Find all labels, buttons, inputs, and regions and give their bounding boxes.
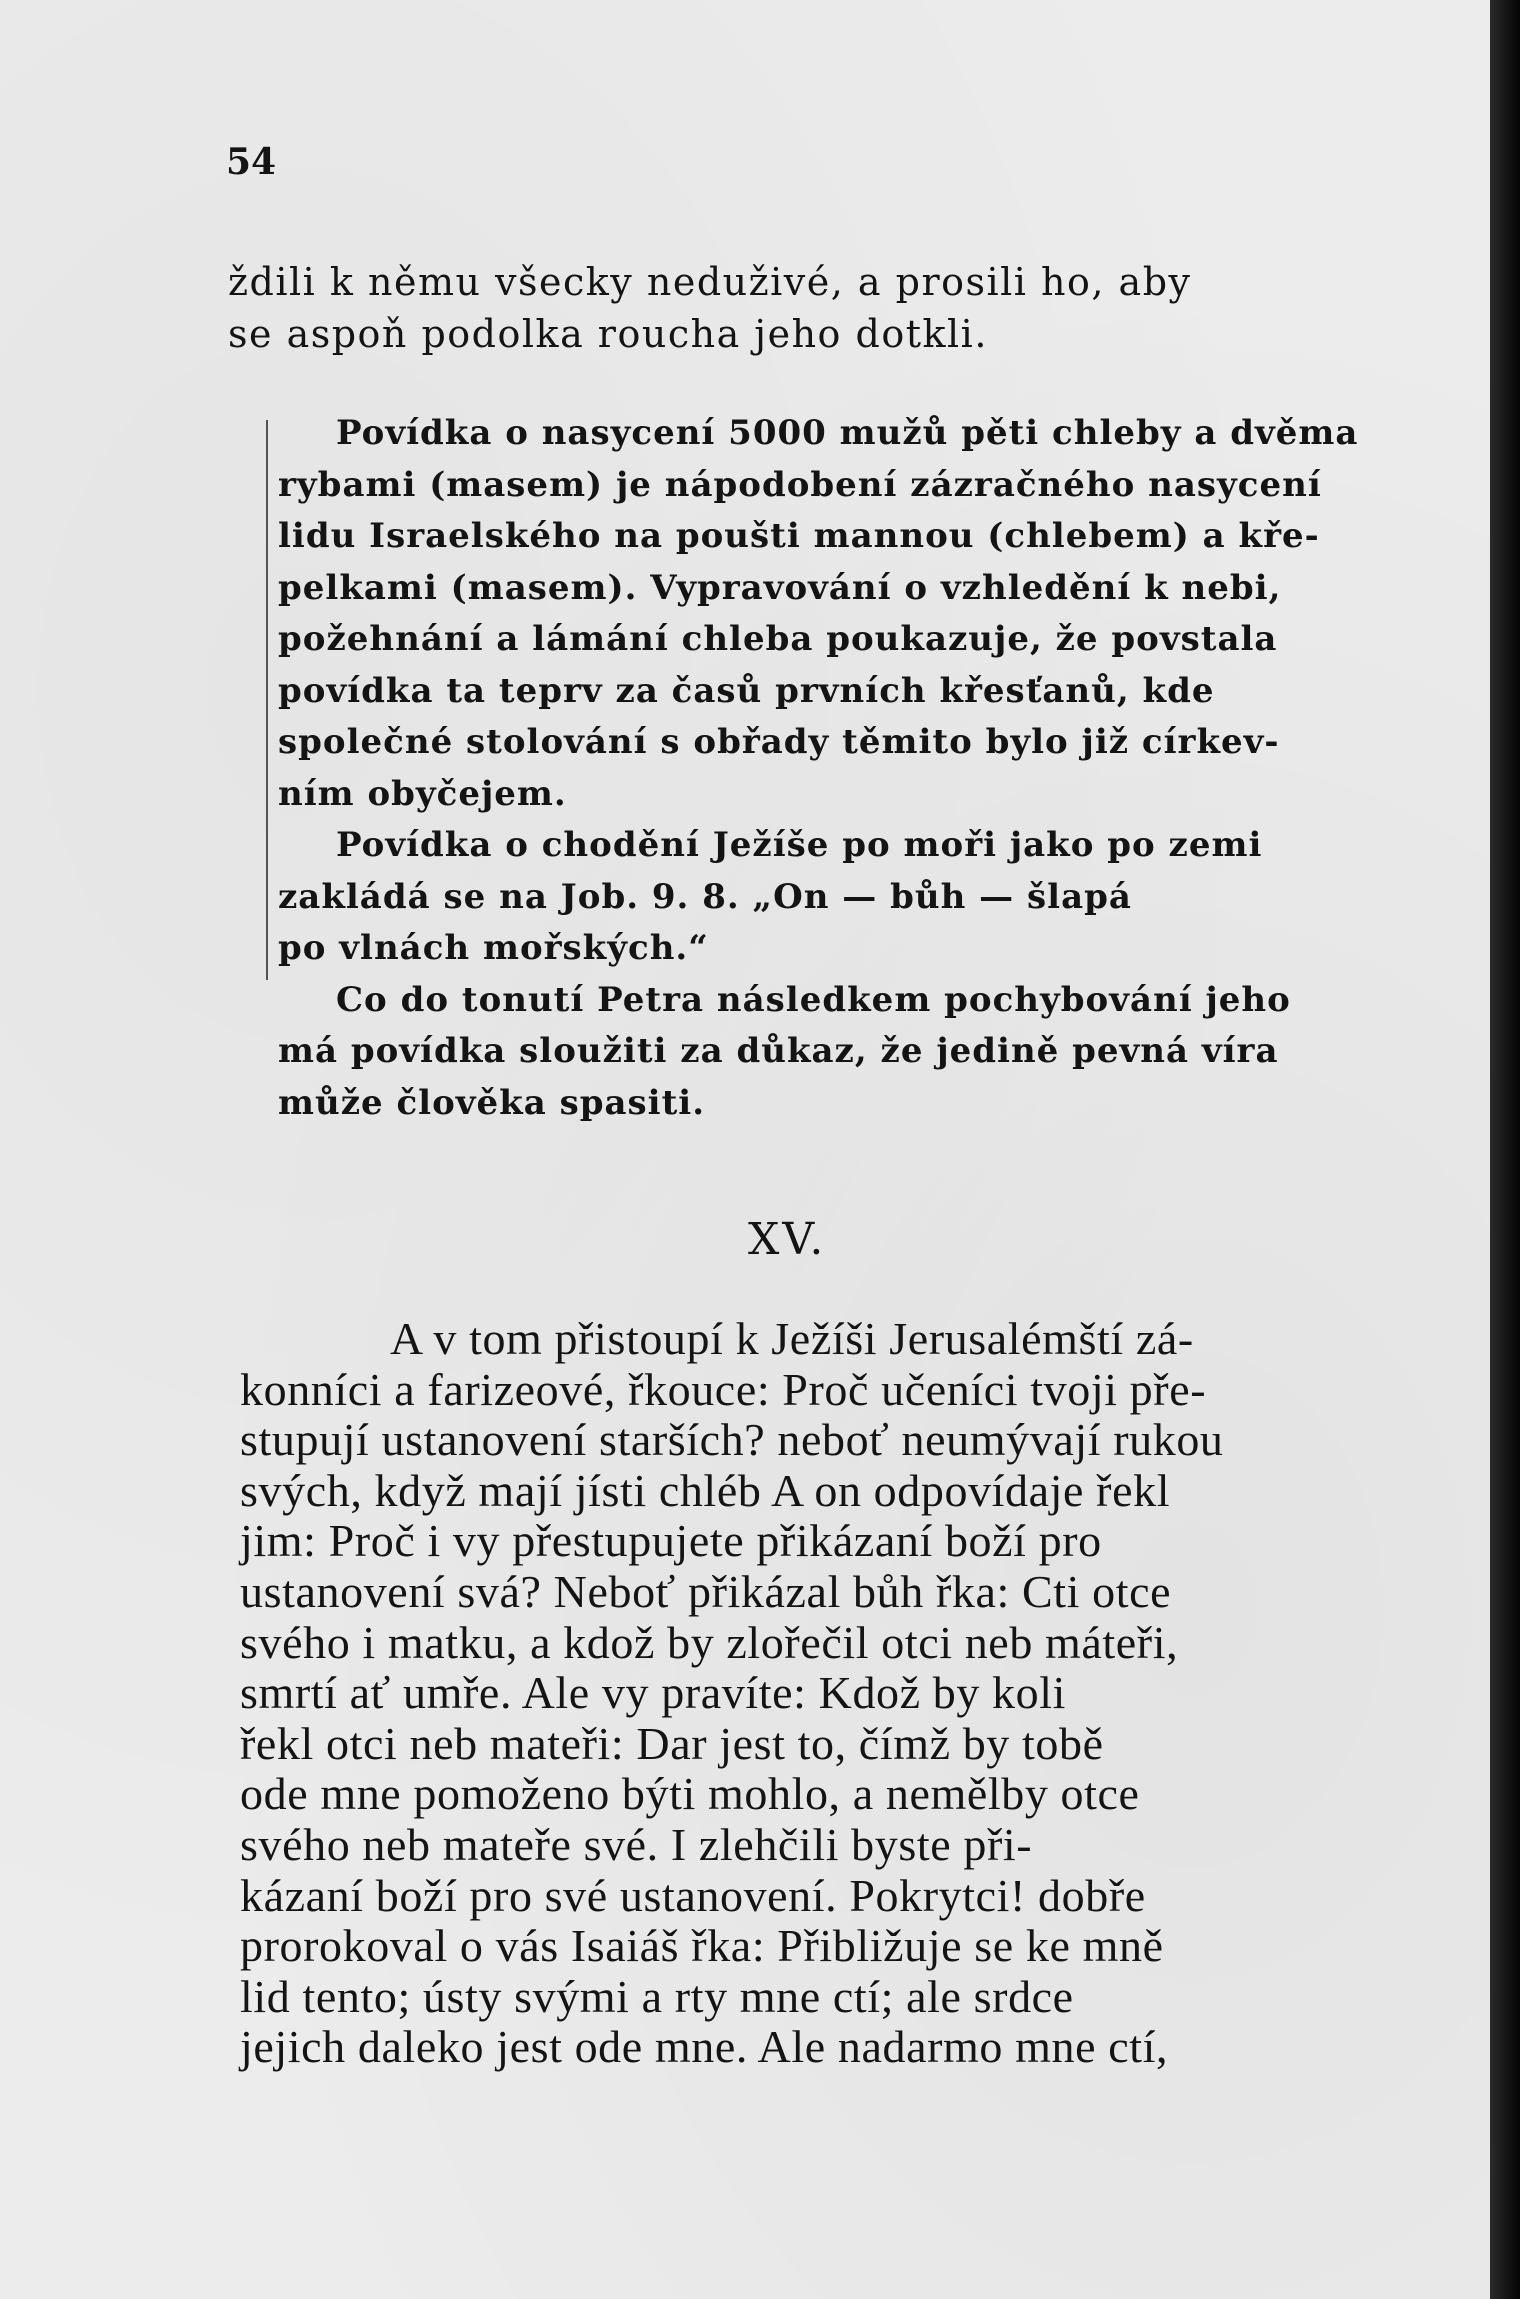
note-line: pelkami (masem). Vypravování o vzhledění k nebi, — [278, 567, 1282, 608]
scan-edge-shadow — [1490, 0, 1520, 2299]
note-line: zakládá se na Job. 9. 8. „On — bůh — šlapá — [278, 876, 1132, 917]
note-line: po vlnách mořských.“ — [278, 928, 709, 968]
body-line: lid tento; ústy svými a rty mne ctí; ale srdce — [240, 1970, 1074, 2022]
body-line: stupují ustanovení starších? neboť neumývají rukou — [240, 1414, 1224, 1466]
body-line: smrtí ať umře. Ale vy pravíte: Kdož by koli — [240, 1667, 1067, 1719]
note-line: Co do tonutí Petra následkem pochybování jeho — [336, 979, 1291, 1020]
note-line: rybami (masem) je nápodobení zázračného nasycení — [278, 464, 1322, 505]
body-line: svých, když mají jísti chléb A on odpovídaje řekl — [240, 1464, 1171, 1516]
body-line: jejich daleko jest ode mne. Ale nadarmo mne ctí, — [240, 2021, 1169, 2073]
note-line: požehnání a lámání chleba poukazuje, že povstala — [278, 619, 1278, 659]
note-line: lidu Israelského na poušti mannou (chlebem) a kře- — [278, 516, 1320, 556]
note-line: má povídka sloužiti za důkaz, že jedině pevná víra — [278, 1031, 1279, 1071]
body-line: svého i matku, a kdož by zlořečil otci neb máteři, — [240, 1616, 1179, 1668]
body-line: jim: Proč i vy přestupujete přikázaní boží pro — [240, 1515, 1102, 1567]
note-margin-rule — [266, 420, 268, 980]
note-line: povídka ta teprv za časů prvních křesťanů, kde — [278, 670, 1215, 711]
section-heading: XV. — [748, 1214, 827, 1265]
page-number: 54 — [226, 141, 277, 183]
note-line: Povídka o nasycení 5000 mužů pěti chleby a dvěma — [336, 413, 1359, 453]
note-line: Povídka o chodění Ježíše po moři jako po zemi — [336, 825, 1263, 865]
body-line: řekl otci neb mateři: Dar jest to, čímž by tobě — [240, 1717, 1104, 1769]
body-line: A v tom přistoupí k Ježíši Jerusalémští zá- — [390, 1313, 1194, 1364]
commentary-notes — [278, 408, 1363, 1129]
note-line: společné stolování s obřady těmito bylo již církev- — [278, 722, 1280, 762]
body-line: ustanovení svá? Neboť přikázal bůh řka: Cti otce — [240, 1565, 1172, 1617]
note-line: ním obyčejem. — [278, 773, 567, 814]
body-line: svého neb mateře své. I zlehčili byste při- — [240, 1818, 1033, 1870]
text-line: se aspoň podolka roucha jeho dotkli. — [228, 312, 988, 356]
body-line: kázaní boží pro své ustanovení. Pokrytci! dobře — [240, 1869, 1146, 1921]
body-line: prorokoval o vás Isaiáš řka: Přibližuje se ke mně — [240, 1920, 1164, 1972]
body-line: ode mne pomoženo býti mohlo, a nemělby otce — [240, 1768, 1140, 1820]
body-line: konníci a farizeové, řkouce: Proč učeníci tvoji pře- — [240, 1363, 1207, 1415]
chapter-body — [240, 1314, 1366, 2073]
intro-paragraph — [228, 256, 1363, 360]
text-line: ždili k němu všecky neduživé, a prosili ho, aby — [228, 260, 1192, 304]
note-line: může člověka spasiti. — [278, 1082, 706, 1123]
